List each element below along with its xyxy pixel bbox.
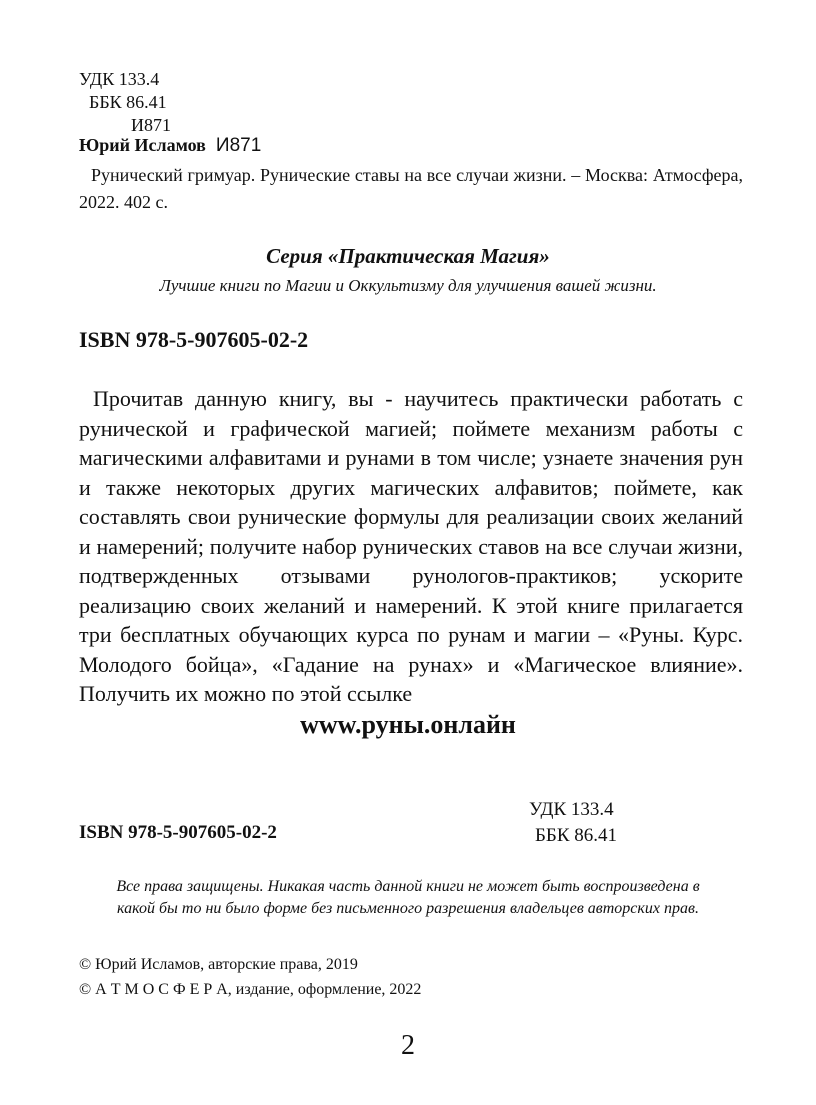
copyright-block (79, 952, 421, 1002)
author-name: Юрий Исламов (79, 135, 206, 155)
website-link[interactable]: www.руны.онлайн (300, 710, 516, 739)
bbk-footer-code: ББК 86.41 (535, 825, 617, 846)
isbn-footer: ISBN 978-5-907605-02-2 (79, 822, 277, 843)
udk-footer-code: УДК 133.4 (529, 799, 614, 820)
author-line (79, 135, 261, 157)
copyright-line-2: © А Т М О С Ф Е Р А, издание, оформление, 2022 (79, 981, 422, 998)
udk-header (79, 68, 171, 137)
copyright-line-1: © Юрий Исламов, авторские права, 2019 (79, 956, 358, 973)
author-code: И871 (215, 135, 262, 156)
udk-footer (529, 797, 617, 849)
rights-line-2: какой бы то ни было форме без письменного разрешения владельцев авторских прав. (117, 900, 699, 917)
udk-code: УДК 133.4 (79, 69, 160, 89)
bbk-code: ББК 86.41 (89, 92, 167, 112)
isbn-main: ISBN 978-5-907605-02-2 (79, 327, 309, 352)
annotation-text: Прочитав данную книгу, вы - научитесь практически работать с рунической и графической магией; поймете механизм работы с магическими алфавитами и рунами в том числе; узнаете значения рун и также некоторых других магических алфавитов; поймете, как составлять свои рунические формулы для реализации своих желаний и намерений; получите набор рунических ставов на все случаи жизни, подтвержденных отзывами рунологов-практиков; ускорите реализацию своих желаний и намерений. К этой книге прилагается три бесплатных обучающих курса по рунам и магии – «Руны. Курс. Молодого бойца», «Гадание на рунах» и «Магическое влияние». Получить их можно по этой ссылке (79, 386, 743, 706)
biblio-description: Рунический гримуар. Рунические ставы на все случаи жизни. – Москва: Атмосфера, 2022. 402 с. (79, 165, 743, 212)
author-sign: И871 (131, 115, 171, 135)
rights-line-1: Все права защищены. Никакая часть данной книги не может быть воспроизведена в (116, 878, 700, 895)
rights-notice (0, 876, 816, 920)
page-number: 2 (401, 1030, 415, 1061)
series-title: Серия «Практическая Магия» (266, 244, 550, 268)
series-subtitle: Лучшие книги по Магии и Оккультизму для улучшения вашей жизни. (159, 276, 657, 295)
